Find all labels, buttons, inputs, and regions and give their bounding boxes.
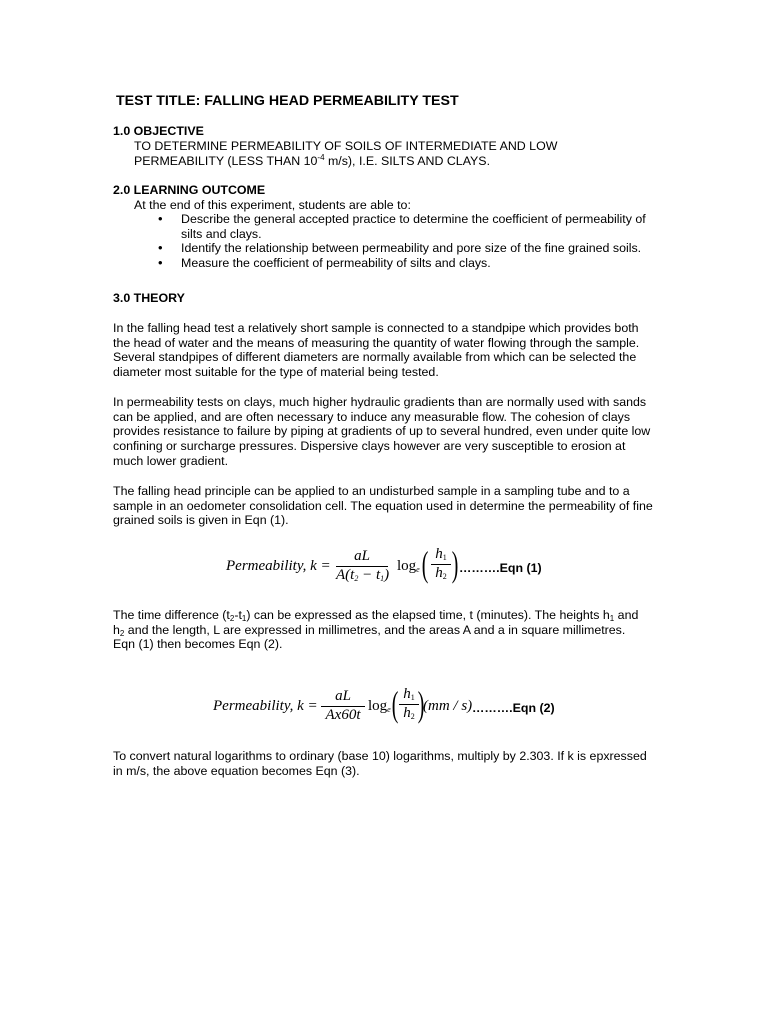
list-item: • Describe the general accepted practice to determine the coefficient of permeability of silts and clays.	[158, 212, 658, 241]
eqn1-label: ……….Eqn (1)	[459, 561, 542, 575]
eqn2-right-paren: )	[417, 684, 425, 724]
list-item: • Measure the coefficient of permeability of silts and clays.	[158, 256, 658, 271]
objective-heading: 1.0 OBJECTIVE	[113, 124, 204, 138]
eqn1-numerator: aL	[354, 548, 370, 564]
theory-paragraph-2: In permeability tests on clays, much higher hydraulic gradients than are normally used with sands can be applied, and are often necessary to induce any measurable flow. The cohesion of clays provides resistance to failure by piping at gradients of up to several hundred, even under quite low confining or surcharge pressures. Dispersive clays however are very susceptible to erosion at much lower gradient.	[113, 395, 651, 468]
eqn1-lhs: Permeability, k =	[226, 558, 331, 574]
eqn1-log: $\log_e$	[397, 558, 420, 574]
list-item: • Identify the relationship between permeability and pore size of the fine grained soils.	[158, 241, 658, 256]
objective-line-2: PERMEABILITY (LESS THAN $10^{-4}$ m/s), I.E. SILTS AND CLAYS.	[134, 153, 491, 168]
learning-outcome-heading: 2.0 LEARNING OUTCOME	[113, 183, 266, 197]
eqn2-log: $\log_e$	[368, 698, 391, 714]
page-title: TEST TITLE: FALLING HEAD PERMEABILITY TEST	[116, 93, 459, 109]
eqn2-numerator: aL	[335, 688, 351, 704]
eqn2-ratio: $h_1$ $h_2$	[399, 687, 419, 720]
eqn1-fraction	[336, 549, 388, 582]
eqn1-denominator: $A(t_2 - t_1)$	[336, 566, 390, 583]
theory-paragraph-1: In the falling head test a relatively short sample is connected to a standpipe which provides both the head of water and the means of measuring the quantity of water flowing through the sample. Several standpipes of different diameters are normally available from which can be selected the diameter most suitable for the type of material being tested.	[113, 321, 640, 380]
eqn2-fraction	[321, 689, 365, 722]
learning-outcome-intro: At the end of this experiment, students are able to:	[134, 198, 411, 212]
eqn2-left-paren: (	[391, 684, 399, 724]
theory-heading: 3.0 THEORY	[113, 291, 185, 305]
objective-line-1: TO DETERMINE PERMEABILITY OF SOILS OF INTERMEDIATE AND LOW	[134, 139, 558, 153]
eqn1-ratio: $h_1$ $h_2$	[431, 547, 451, 580]
eqn2-units: (mm / s)	[423, 698, 473, 714]
eqn1-right-paren: )	[451, 544, 459, 584]
learning-outcome-list	[158, 212, 658, 271]
eqn2-lhs: Permeability, k =	[213, 698, 318, 714]
theory-paragraph-4: The time difference $(t_2-t_1)$ can be expressed as the elapsed time, t (minutes). The heights $h_1$ and $h_2$ and the length, L are expressed in millimetres, and the areas A and a in square millimetres. Eqn (1) then becomes Eqn (2).	[113, 608, 639, 652]
eqn2-denominator: Ax60t	[325, 706, 361, 723]
theory-paragraph-3: The falling head principle can be applied to an undisturbed sample in a sampling tube and to a sample in an oedometer consolidation cell. The equation used in determine the permeability of fine grained soils is given in Eqn (1).	[113, 484, 653, 528]
eqn1-left-paren: (	[421, 544, 429, 584]
theory-paragraph-5: To convert natural logarithms to ordinary (base 10) logarithms, multiply by 2.303. If k is epxressed in m/s, the above equation becomes Eqn (3).	[113, 749, 647, 778]
eqn2-label: ……….Eqn (2)	[472, 701, 555, 715]
